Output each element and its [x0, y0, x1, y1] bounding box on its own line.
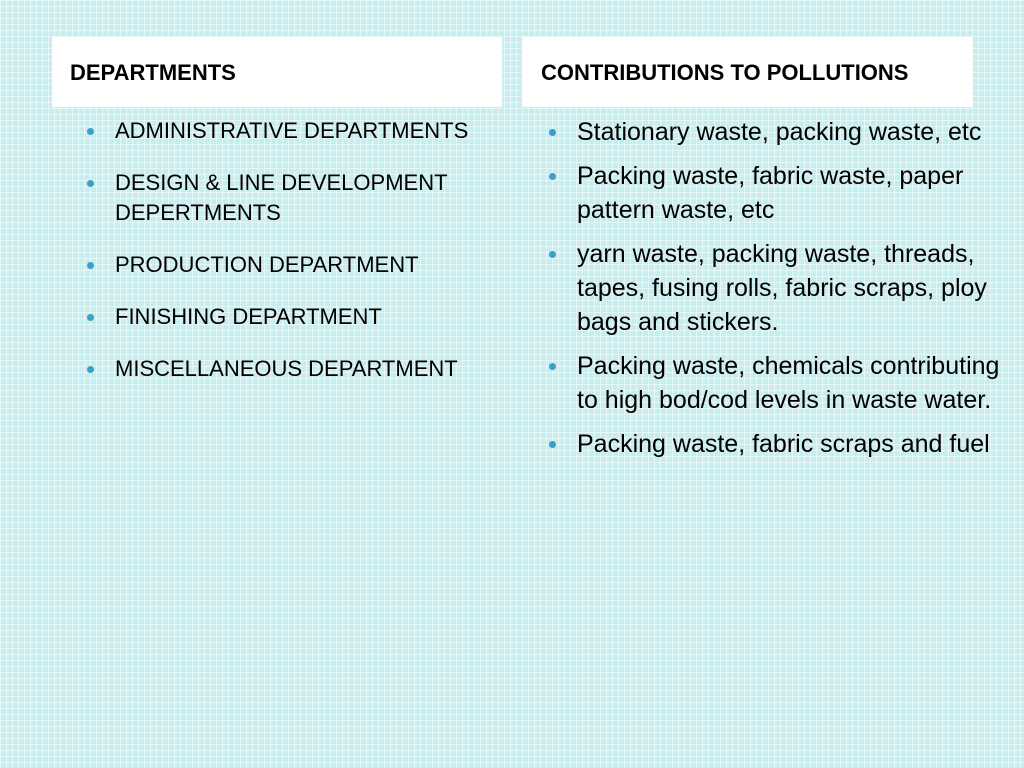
departments-list	[84, 116, 524, 406]
contribution-item: yarn waste, packing waste, threads, tapes, fusing rolls, fabric scraps, ploy bags and stickers.	[546, 237, 1006, 339]
department-item: FINISHING DEPARTMENT	[84, 302, 524, 332]
contribution-item: Packing waste, fabric scraps and fuel	[546, 427, 1006, 461]
departments-header	[52, 37, 502, 107]
departments-header-label: DEPARTMENTS	[70, 59, 236, 85]
department-item: DESIGN & LINE DEVELOPMENT DEPERTMENTS	[84, 168, 524, 228]
contribution-item: Packing waste, fabric waste, paper pattern waste, etc	[546, 159, 1006, 227]
department-item: MISCELLANEOUS DEPARTMENT	[84, 354, 524, 384]
department-item: ADMINISTRATIVE DEPARTMENTS	[84, 116, 524, 146]
contributions-list	[546, 115, 1006, 471]
contribution-item: Packing waste, chemicals contributing to high bod/cod levels in waste water.	[546, 349, 1006, 417]
contributions-header-label: CONTRIBUTIONS TO POLLUTIONS	[541, 59, 909, 85]
contribution-item: Stationary waste, packing waste, etc	[546, 115, 1006, 149]
contributions-header	[522, 37, 973, 107]
department-item: PRODUCTION DEPARTMENT	[84, 250, 524, 280]
